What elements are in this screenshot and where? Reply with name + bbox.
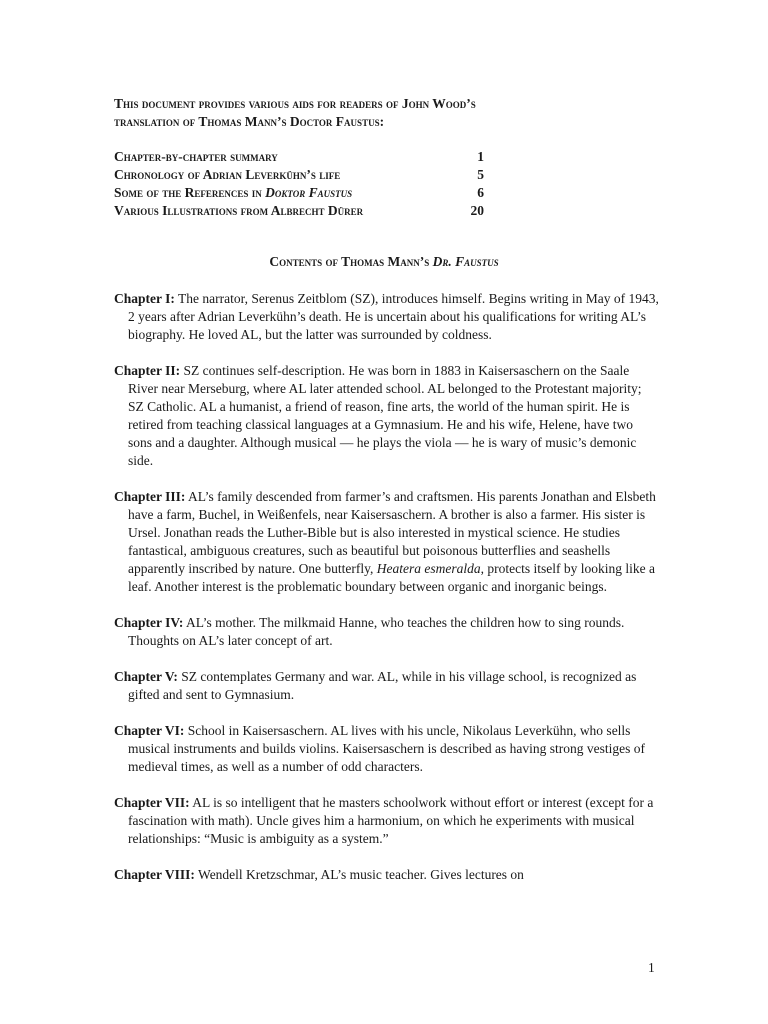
intro-paragraph <box>114 95 674 131</box>
intro-line-1: This document provides various aids for readers of John Wood’s <box>114 96 476 111</box>
toc-row-chronology <box>114 166 484 184</box>
chapter-text: AL’s family descended from farmer’s and craftsmen. His parents Jonathan and Elsbeth have a farm, Buchel, in Weißenfels, near Kaisersaschern. A brother is also a farmer. His sister is Ursel. Jonathan reads the Luther-Bible but is also interested in mystical science. He studies fantastical, ambiguous creatures, such as beautiful but poisonous butterflies and seashells apparently inscribed by nature. One butterfly, Heatera esmeralda, protects itself by looking like a leaf. Another interest is the problematic boundary between organic and inorganic beings. <box>128 489 656 594</box>
chapter-summary <box>114 290 659 344</box>
chapter-summary <box>114 614 659 650</box>
chapter-text: School in Kaisersaschern. AL lives with his uncle, Nikolaus Leverkühn, who sells musical instruments and builds violins. Kaisersaschern is described as having strong vestiges of medieval times, as well as a number of odd characters. <box>128 723 646 774</box>
chapter-text: AL’s mother. The milkmaid Hanne, who teaches the children how to sing rounds. Thoughts on AL’s later concept of art. <box>128 615 625 648</box>
toc-page-number: 1 <box>477 149 484 164</box>
chapter-summary <box>114 794 659 848</box>
toc-row-references <box>114 184 484 202</box>
chapter-title: Chapter V: <box>114 669 178 684</box>
chapter-title: Chapter II: <box>114 363 181 378</box>
toc-label: Chronology of Adrian Leverkühn’s life <box>114 167 341 182</box>
chapter-title: Chapter VI: <box>114 723 185 738</box>
contents-heading: Contents of Thomas Mann’s Dr. Faustus <box>269 254 499 269</box>
chapter-title: Chapter VII: <box>114 795 190 810</box>
chapter-title: Chapter III: <box>114 489 186 504</box>
chapter-text: SZ continues self-description. He was born in 1883 in Kaisersaschern on the Saale River near Merseburg, where AL later attended school. AL belonged to the Protestant majority; SZ Catholic. AL a humanist, a friend of reason, fine arts, the world of the human spirit. He is retired from teaching classical languages at a Gymnasium. He and his wife, Helene, have two sons and a daughter. Although musical — he plays the viola — he is wary of music’s demonic side. <box>128 363 642 468</box>
chapter-summary <box>114 866 659 884</box>
chapter-summary <box>114 668 659 704</box>
toc-label: Some of the References in Doktor Faustus <box>114 185 353 200</box>
chapter-title: Chapter IV: <box>114 615 184 630</box>
toc-page-number: 20 <box>470 203 484 218</box>
toc-page-number: 6 <box>477 185 484 200</box>
chapter-text: The narrator, Serenus Zeitblom (SZ), introduces himself. Begins writing in May of 1943, 2 years after Adrian Leverkühn’s death. He is uncertain about his qualifications for writing AL’s biography. He loved AL, but the latter was surrounded by coldness. <box>128 291 659 342</box>
chapter-text: SZ contemplates Germany and war. AL, while in his village school, is recognized as gifted and sent to Gymnasium. <box>128 669 637 702</box>
toc-label: Chapter-by-chapter summary <box>114 149 278 164</box>
toc-page-number: 5 <box>477 167 484 182</box>
chapter-summary <box>114 722 659 776</box>
page-number: 1 <box>648 960 655 975</box>
toc-row-summary <box>114 148 484 166</box>
chapter-title: Chapter VIII: <box>114 867 195 882</box>
chapter-text: AL is so intelligent that he masters schoolwork without effort or interest (except for a fascination with math). Uncle gives him a harmonium, on which he experiments with musical relationships: “Music is ambiguity as a system.” <box>128 795 654 846</box>
chapter-summaries <box>114 290 659 902</box>
chapter-title: Chapter I: <box>114 291 175 306</box>
toc-row-illustrations <box>114 202 484 220</box>
chapter-text: Wendell Kretzschmar, AL’s music teacher. Gives lectures on <box>198 867 524 882</box>
chapter-summary <box>114 362 659 470</box>
chapter-summary <box>114 488 659 596</box>
toc-label: Various Illustrations from Albrecht Dürer <box>114 203 364 218</box>
table-of-contents <box>114 148 484 220</box>
intro-line-2: translation of Thomas Mann’s Doctor Faustus: <box>114 114 385 129</box>
